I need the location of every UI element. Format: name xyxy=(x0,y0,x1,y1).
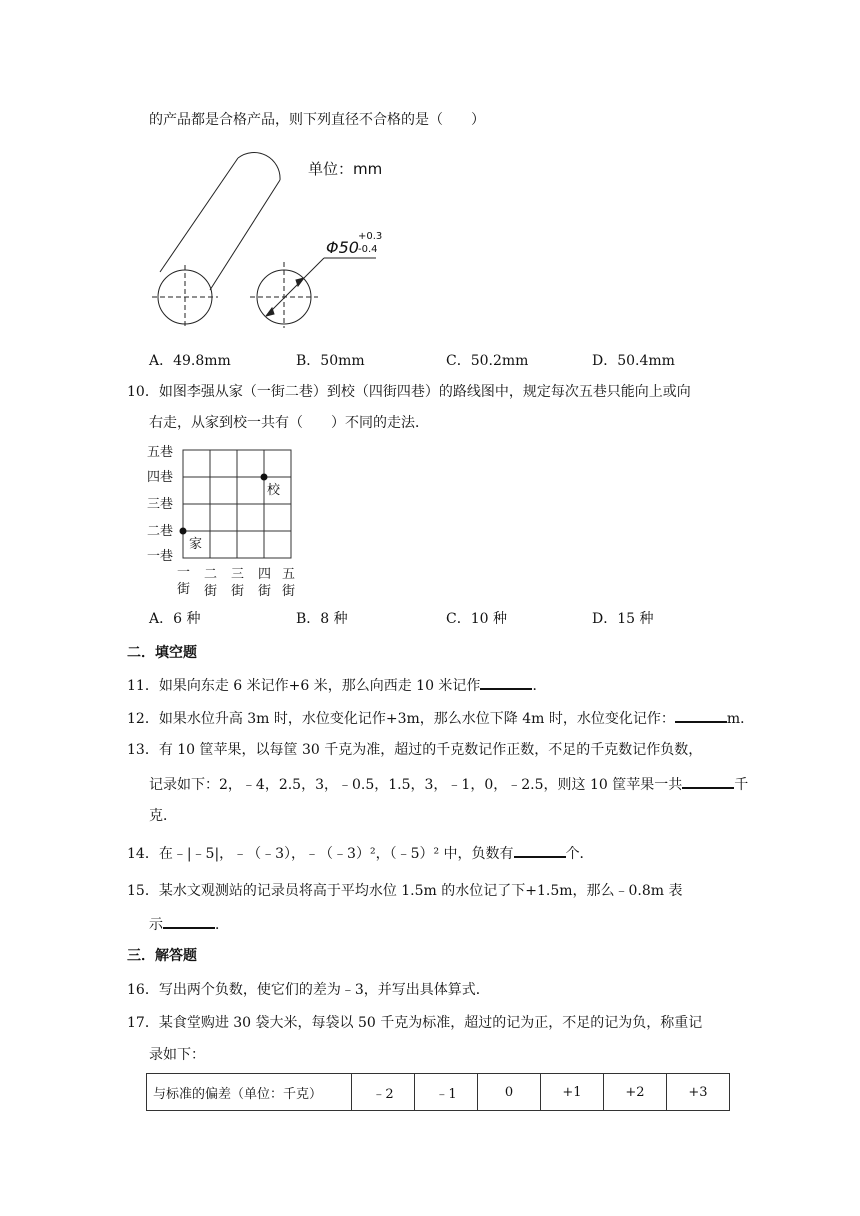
q11: 11．如果向东走 6 米记作+6 米，那么向西走 10 米记作 ． xyxy=(127,674,546,696)
col-label-4-top: 四 xyxy=(258,567,272,582)
q13-line3: 克． xyxy=(149,808,177,824)
q10-option-a: A．6 种 xyxy=(149,611,201,627)
school-label: 校 xyxy=(267,483,281,498)
row-label-4: 四巷 xyxy=(147,470,174,485)
section-solve-heading: 三．解答题 xyxy=(127,948,197,964)
q14: 14．在﹣|﹣5|，﹣（﹣3），﹣（﹣3）²，（﹣5）² 中，负数有 个． xyxy=(127,842,594,864)
row-label-5: 五巷 xyxy=(147,445,174,460)
col-label-3-top: 三 xyxy=(231,567,245,582)
home-label: 家 xyxy=(189,537,203,552)
q11-blank[interactable] xyxy=(480,674,532,690)
table-cell: ﹣2 xyxy=(352,1074,415,1111)
q10-line1: 10．如图李强从家（一街二巷）到校（四街四巷）的路线图中，规定每次五巷只能向上或向 xyxy=(127,384,691,400)
col-label-1-bottom: 街 xyxy=(177,582,191,597)
q9-dim-lower: -0.4 xyxy=(358,244,378,255)
q9-cylinder-figure xyxy=(148,140,388,330)
q15-line1: 15．某水文观测站的记录员将高于平均水位 1.5m 的水位记了下+1.5m，那么﹣0.8m 表 xyxy=(127,883,683,899)
q10-line2: 右走，从家到校一共有（ ）不同的走法． xyxy=(149,415,429,431)
table-header-cell: 与标准的偏差（单位：千克） xyxy=(147,1074,352,1111)
q9-option-a: A．49.8mm xyxy=(149,353,231,369)
table-cell: +1 xyxy=(541,1074,604,1111)
q10-option-b: B．8 种 xyxy=(296,611,348,627)
q17-line1: 17．某食堂购进 30 袋大米，每袋以 50 千克为标准，超过的记为正，不足的记为负，称重记 xyxy=(127,1015,703,1031)
q9-continuation: 的产品都是合格产品，则下列直径不合格的是（ ） xyxy=(149,112,485,128)
col-label-4-bottom: 街 xyxy=(258,584,272,599)
q15-blank[interactable] xyxy=(163,913,215,929)
table-cell: +3 xyxy=(667,1074,730,1111)
q9-unit-label: 单位：mm xyxy=(308,160,383,178)
table-cell: 0 xyxy=(478,1074,541,1111)
q17-table xyxy=(146,1073,730,1111)
q12: 12．如果水位升高 3m 时，水位变化记作+3m，那么水位下降 4m 时，水位变化记作： m． xyxy=(127,707,754,729)
col-label-5-bottom: 街 xyxy=(282,584,296,599)
q10-street-grid xyxy=(147,440,307,600)
col-label-2-top: 二 xyxy=(204,567,218,582)
school-dot xyxy=(261,474,268,481)
table-cell: +2 xyxy=(604,1074,667,1111)
col-label-5-top: 五 xyxy=(282,567,296,582)
q13-line2: 记录如下：2，﹣4，2.5，3，﹣0.5，1.5，3，﹣1，0，﹣2.5，则这 10 筐苹果一共 千 xyxy=(149,773,748,795)
section-fill-blank-heading: 二．填空题 xyxy=(127,645,197,661)
q10-option-d: D．15 种 xyxy=(592,611,654,627)
table-cell: ﹣1 xyxy=(415,1074,478,1111)
row-label-1: 一巷 xyxy=(147,549,174,564)
row-label-2: 二巷 xyxy=(147,524,174,539)
q17-line2: 录如下： xyxy=(149,1047,205,1063)
table-row xyxy=(147,1074,730,1111)
q10-option-c: C．10 种 xyxy=(446,611,507,627)
q15-line2: 示 ． xyxy=(149,913,229,935)
q9-option-c: C．50.2mm xyxy=(446,353,529,369)
q9-dim-upper: +0.3 xyxy=(358,231,383,242)
q9-option-d: D．50.4mm xyxy=(592,353,675,369)
col-label-2-bottom: 街 xyxy=(204,584,218,599)
q9-option-b: B．50mm xyxy=(296,353,365,369)
q14-blank[interactable] xyxy=(514,842,566,858)
q13-blank[interactable] xyxy=(682,773,734,789)
col-label-1-top: 一 xyxy=(177,565,191,580)
q16: 16．写出两个负数，使它们的差为﹣3，并写出具体算式． xyxy=(127,982,490,998)
row-label-3: 三巷 xyxy=(147,497,174,512)
col-label-3-bottom: 街 xyxy=(231,584,245,599)
q13-line1: 13．有 10 筐苹果，以每筐 30 千克为准，超过的千克数记作正数，不足的千克数记作负数， xyxy=(127,742,703,758)
q9-dim-main: Φ50 xyxy=(326,238,359,257)
q12-blank[interactable] xyxy=(675,707,727,723)
home-dot xyxy=(180,528,187,535)
